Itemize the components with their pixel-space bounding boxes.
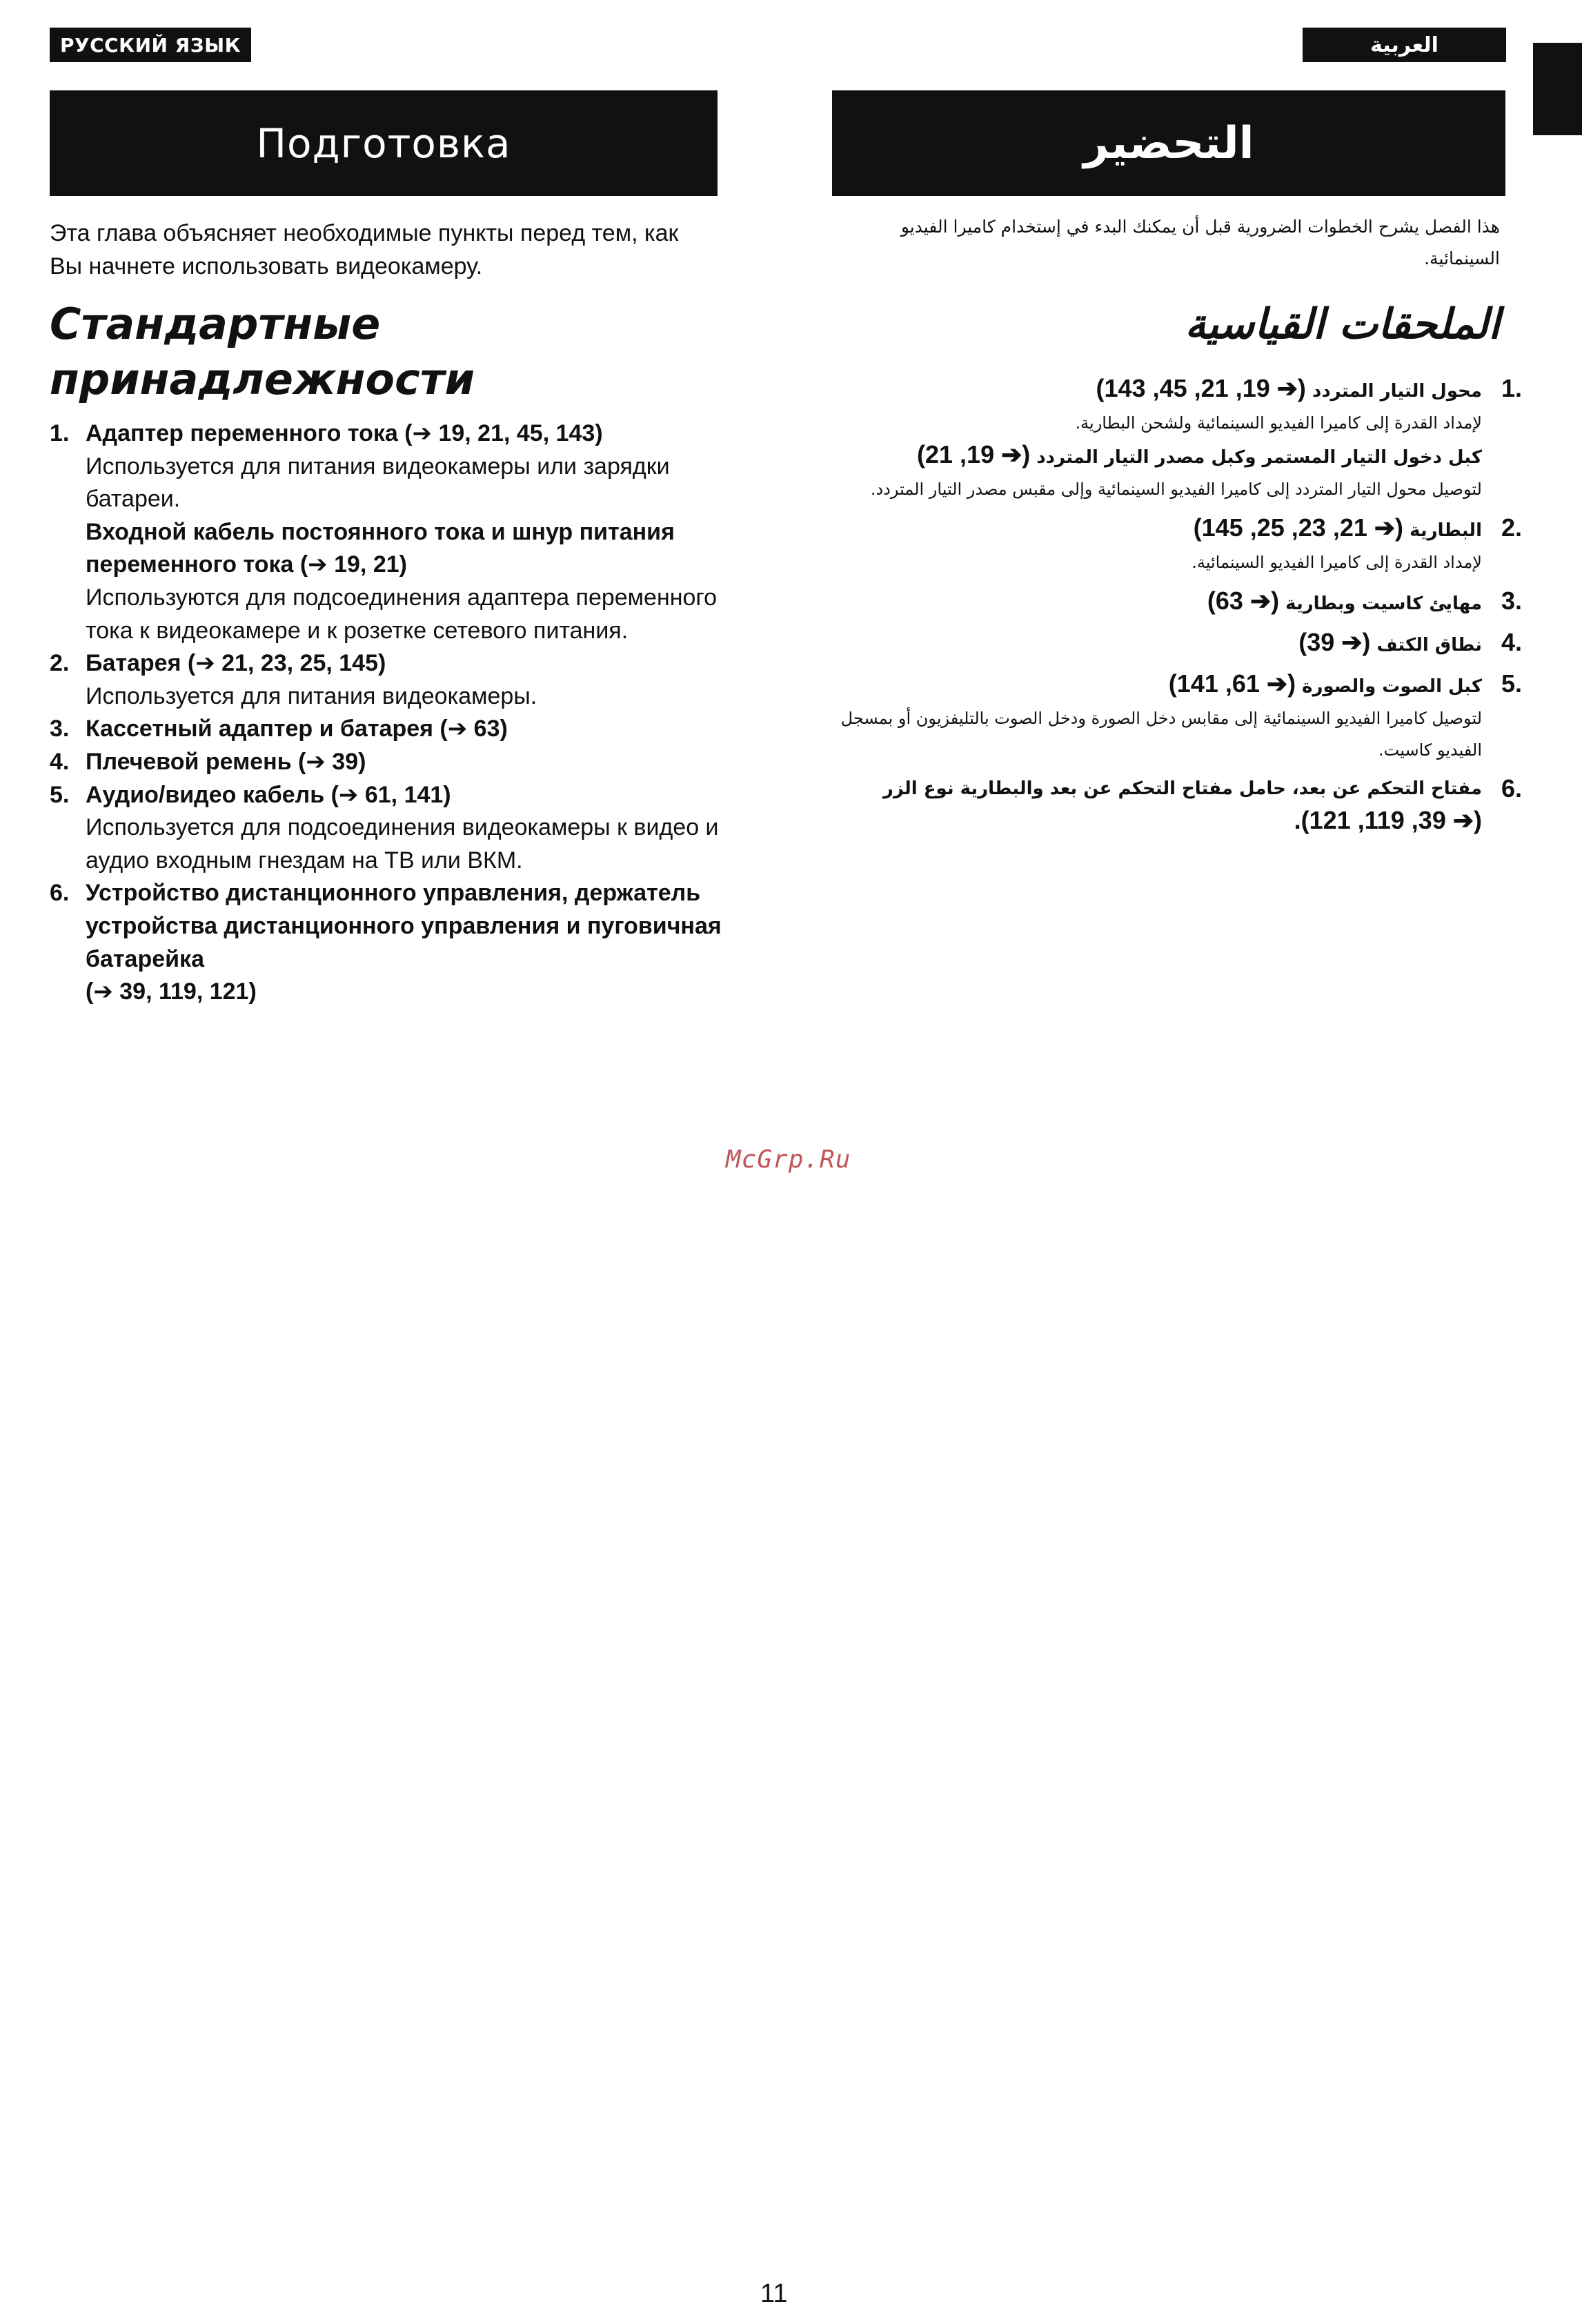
ar-item-title: مفتاح التحكم عن بعد، حامل مفتاح التحكم عن بعد والبطارية نوع الزر [882,778,1482,799]
ar-accessories-heading: الملحقات القياسية [1185,300,1500,348]
ar-accessory-list [832,373,1522,843]
ar-item-page-ref: (➔ 19, 21) [917,440,1031,469]
ru-list-item-2 [50,647,733,713]
ru-item-number: 2. [50,650,70,677]
ar-item-title-row [832,585,1482,620]
ar-item-title: نطاق الكتف [1376,635,1482,656]
ar-item-number: .6 [1501,774,1522,802]
ar-list-item-1 [832,373,1522,505]
ar-item-number: .5 [1501,669,1522,698]
ar-list-item-2 [832,512,1522,578]
ar-item-title: كبل الصوت والصورة [1302,676,1482,697]
ar-section-title: التحضير [832,90,1505,196]
ar-intro-text: هذا الفصل يشرح الخطوات الضرورية قبل أن يمكنك البدء في إستخدام كاميرا الفيديو السينمائية. [900,217,1500,268]
ar-item-page-ref: (➔ 39) [1298,628,1371,656]
ar-item-page-ref: (➔ 39, 119, 121). [1294,806,1482,834]
ar-item-description: لإمداد القدرة إلى كاميرا الفيديو السينمائية. [1192,553,1482,572]
ru-item-title: Аудио/видео кабель (➔ 61, 141) [86,781,451,808]
ru-list-item-3 [50,713,733,746]
ru-item-title: Кассетный адаптер и батарея (➔ 63) [86,716,508,742]
ar-item-title: محول التيار المتردد [1312,381,1482,402]
ru-item-title: Входной кабель постоянного тока и шнур питания переменного тока (➔ 19, 21) [86,518,675,578]
ru-item-page-ref: (➔ 39, 119, 121) [86,978,257,1005]
ar-item-number: .4 [1501,628,1522,656]
watermark: McGrp.Ru [726,1145,851,1174]
ar-item-title: البطارية [1410,520,1482,541]
ar-item-title-row [832,439,1482,473]
ar-item-title: مهايئ كاسيت وبطارية [1285,593,1482,614]
arabic-language-tag: العربية [1303,28,1506,62]
ar-item-description: لتوصيل محول التيار المتردد إلى كاميرا الفيديو السينمائية وإلى مقبس مصدر التيار المتردد. [870,480,1482,499]
ar-item-description: لإمداد القدرة إلى كاميرا الفيديو السينمائية ولشحن البطارية. [1075,413,1482,433]
ar-item-number: .3 [1501,587,1522,615]
section-side-tab [1533,43,1582,135]
ru-list-item-4 [50,746,733,779]
ru-section-title: Подготовка [50,90,718,196]
ru-item-description: Используется для питания видеокамеры или зарядки батареи. [86,453,670,513]
ru-item-number: 5. [50,781,70,808]
ru-list-item-6 [50,877,733,1008]
ru-list-item-5 [50,779,733,878]
ru-list-item-1 [50,417,733,647]
ar-item-number: .2 [1501,513,1522,542]
ar-list-item-4 [832,627,1522,661]
ar-item-title-row [832,668,1482,702]
ar-item-page-ref: (➔ 19, 21, 45, 143) [1096,374,1306,402]
ar-item-page-ref: (➔ 63) [1207,587,1280,615]
ru-item-number: 4. [50,748,70,775]
ar-item-title: كبل دخول التيار المستمر وكبل مصدر التيار المتردد [1036,447,1482,468]
ru-item-title: Плечевой ремень (➔ 39) [86,748,366,775]
ru-heading-line2: принадлежности [50,354,475,404]
ar-item-page-ref: (➔ 61, 141) [1168,669,1296,698]
ru-accessory-list [50,417,733,1009]
ru-item-description: Используются для подсоединения адаптера переменного тока к видеокамере и к розетке сетевого питания. [86,584,717,644]
ru-item-number: 6. [50,880,70,907]
ru-item-number: 3. [50,716,70,742]
ru-item-title: Устройство дистанционного управления, держатель устройства дистанционного управления и пуговичная батарейка [86,880,722,972]
ar-item-description: لتوصيل كاميرا الفيديو السينمائية إلى مقابس دخل الصورة ودخل الصوت بالتليفزيون أو بمسجل الفيديو كاسيت. [840,709,1482,760]
page-number: 11 [760,2279,788,2308]
ru-item-description: Используется для питания видеокамеры. [86,682,537,709]
ar-item-title-row [832,627,1482,661]
ru-item-title: Адаптер переменного тока (➔ 19, 21, 45, 143) [86,420,603,446]
russian-language-tag: РУССКИЙ ЯЗЫК [50,28,251,62]
ru-item-number: 1. [50,420,70,446]
ar-list-item-6 [832,773,1522,836]
ru-intro-text: Эта глава объясняет необходимые пункты перед тем, как Вы начнете использовать видеокамеру. [50,220,679,279]
ar-item-page-ref: (➔ 21, 23, 25, 145) [1193,513,1404,542]
ar-list-item-3 [832,585,1522,620]
ar-list-item-5 [832,668,1522,766]
ru-accessories-heading [50,297,712,407]
ar-item-number: .1 [1501,374,1522,402]
ru-item-title: Батарея (➔ 21, 23, 25, 145) [86,650,386,677]
ru-item-description: Используется для подсоединения видеокамеры к видео и аудио входным гнездам на ТВ или ВКМ. [86,814,719,874]
ru-heading-line1: Стандартные [50,299,381,349]
ar-item-title-row [832,373,1482,407]
ar-item-title-row [832,512,1482,546]
